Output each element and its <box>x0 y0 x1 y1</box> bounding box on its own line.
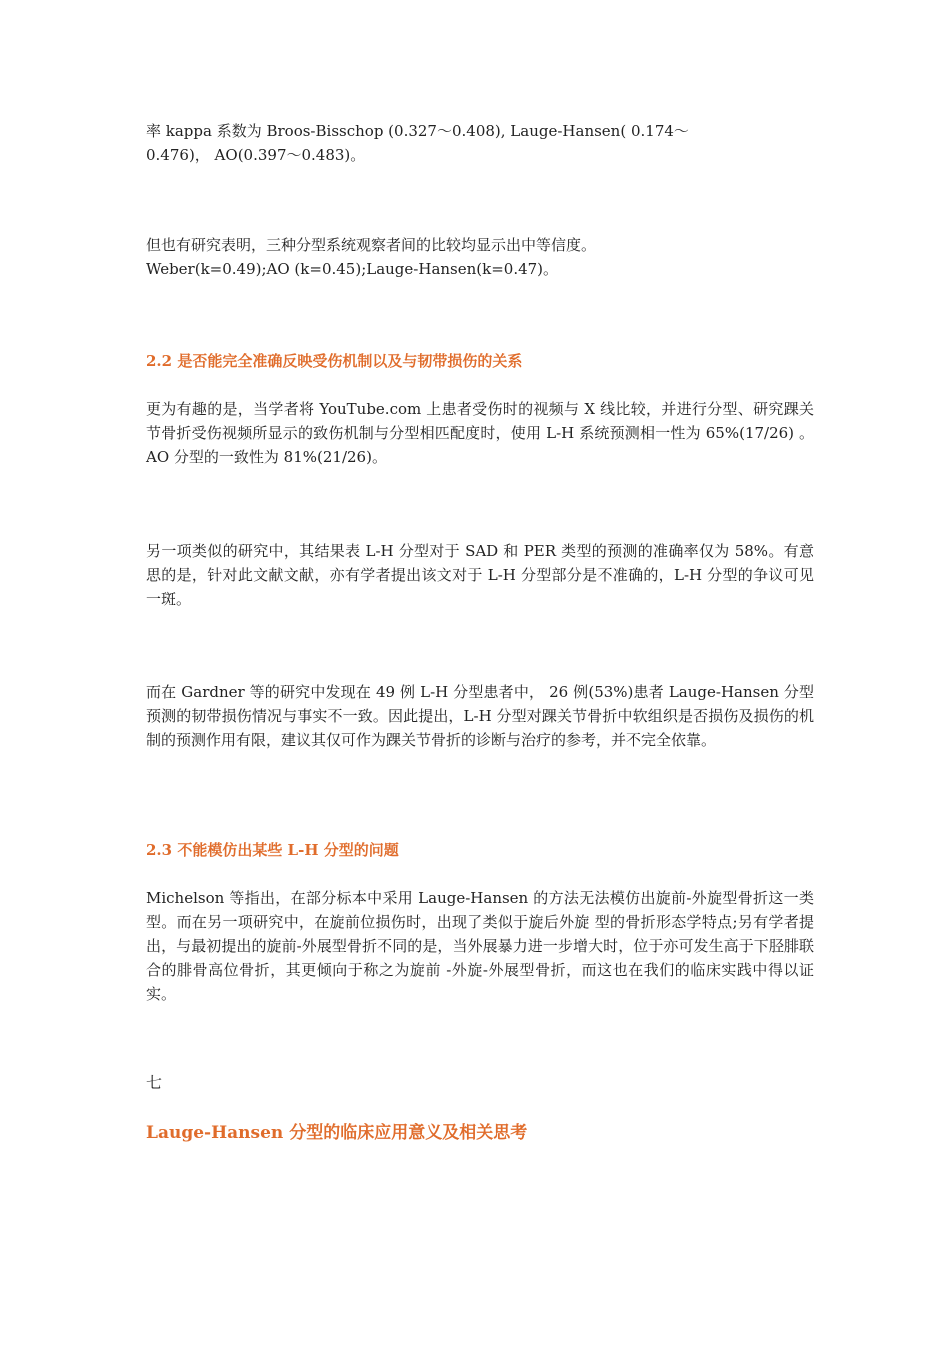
section-numeral: 七 <box>146 1073 163 1092</box>
paragraph-kappa <box>146 119 814 167</box>
paragraph-gardner-study <box>146 680 814 752</box>
paragraph-line: 0.476)， AO(0.397～0.483)。 <box>146 146 366 164</box>
paragraph-reliability <box>146 233 814 281</box>
paragraph-michelson <box>146 886 814 1006</box>
paragraph-youtube-study <box>146 397 814 469</box>
paragraph-similar-study <box>146 539 814 611</box>
section-heading-2-2: 2.2 是否能完全准确反映受伤机制以及与韧带损伤的关系 <box>146 352 523 370</box>
paragraph-text: 更为有趣的是，当学者将 YouTube.com 上患者受伤时的视频与 X 线比较，并进行分型、研究踝关节骨折受伤视频所显示的致伤机制与分型相匹配度时，使用 L-H 系统预测相一性为 65%(17/26) 。AO 分型的一致性为 81%(21/26)。 <box>146 400 814 466</box>
section-heading-2-3: 2.3 不能模仿出某些 L-H 分型的问题 <box>146 841 399 859</box>
paragraph-line: 但也有研究表明，三种分型系统观察者间的比较均显示出中等信度。 <box>146 236 597 254</box>
paragraph-text: 另一项类似的研究中，其结果表 L-H 分型对于 SAD 和 PER 类型的预测的准确率仅为 58%。有意思的是，针对此文献文献，亦有学者提出该文对于 L-H 分型部分是不准确的，L-H 分型的争议可见一斑。 <box>146 542 814 608</box>
paragraph-text: Michelson 等指出，在部分标本中采用 Lauge-Hansen 的方法无法模仿出旋前-外旋型骨折这一类型。而在另一项研究中，在旋前位损伤时，出现了类似于旋后外旋 型的骨折形态学特点;另有学者提出，与最初提出的旋前-外展型骨折不同的是，当外展暴力进一步增大时，位于亦可发生高于下胫腓联合的腓骨高位骨折，其更倾向于称之为旋前 -外旋-外展型骨折，而这也在我们的临床实践中得以证实。 <box>146 889 814 1003</box>
paragraph-text: 而在 Gardner 等的研究中发现在 49 例 L-H 分型患者中， 26 例(53%)患者 Lauge-Hansen 分型预测的韧带损伤情况与事实不一致。因此提出，L-H 分型对踝关节骨折中软组织是否损伤及损伤的机制的预测作用有限，建议其仅可作为踝关节骨折的诊断与治疗的参考，并不完全依靠。 <box>146 683 814 749</box>
paragraph-line: Weber(k=0.49);AO (k=0.45);Lauge-Hansen(k=0.47)。 <box>146 260 559 278</box>
section-heading-7: Lauge-Hansen 分型的临床应用意义及相关思考 <box>146 1123 528 1143</box>
paragraph-line: 率 kappa 系数为 Broos-Bisschop (0.327～0.408), Lauge-Hansen( 0.174～ <box>146 122 689 140</box>
